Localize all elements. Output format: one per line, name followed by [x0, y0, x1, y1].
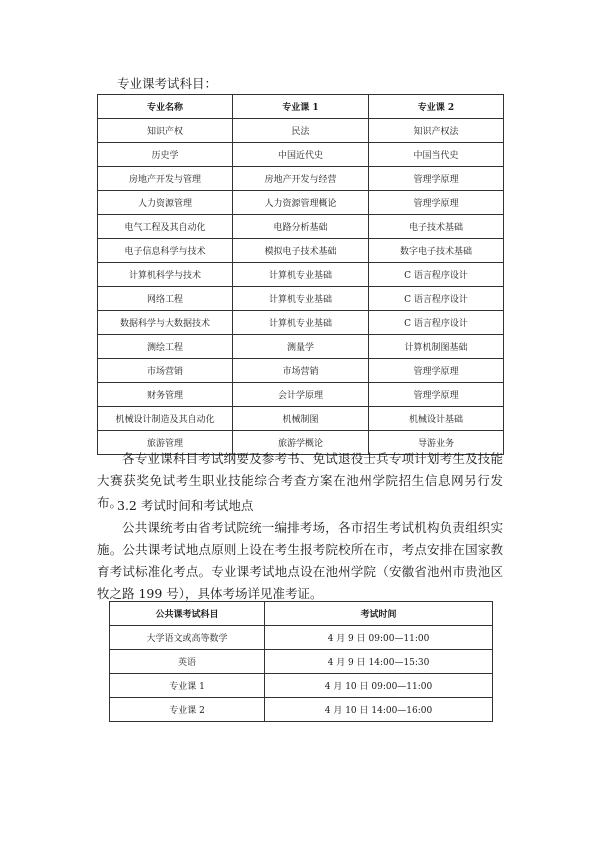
table-row	[98, 335, 504, 359]
section-heading: 3.2 考试时间和考试地点	[117, 498, 254, 513]
table-row	[98, 383, 504, 407]
table-cell: 计算机制图基础	[369, 335, 504, 359]
table-cell: C 语言程序设计	[369, 311, 504, 335]
table-cell: 财务管理	[98, 383, 233, 407]
table-cell: 计算机专业基础	[233, 263, 369, 287]
table-cell: 4 月 10 日 09:00—11:00	[265, 674, 493, 698]
table-cell: 测绘工程	[98, 335, 233, 359]
table-cell: 市场营销	[233, 359, 369, 383]
table-cell: 房地产开发与管理	[98, 167, 233, 191]
table-cell: 电子信息科学与技术	[98, 239, 233, 263]
table-cell: 4 月 10 日 14:00—16:00	[265, 698, 493, 722]
table-cell: 历史学	[98, 143, 233, 167]
table-cell: 英语	[110, 650, 265, 674]
table-cell: 旅游学概论	[233, 431, 369, 455]
table-row	[98, 119, 504, 143]
table-row	[98, 143, 504, 167]
table1-caption: 专业课考试科目：	[117, 76, 218, 91]
table-cell: 计算机专业基础	[233, 287, 369, 311]
table-cell: 电子技术基础	[369, 215, 504, 239]
table-cell: 人力资源管理概论	[233, 191, 369, 215]
table-row	[98, 407, 504, 431]
table-cell: 知识产权法	[369, 119, 504, 143]
table-cell: 大学语文或高等数学	[110, 626, 265, 650]
table-row	[98, 239, 504, 263]
table-row	[98, 167, 504, 191]
table-cell: 测量学	[233, 335, 369, 359]
table-row	[98, 287, 504, 311]
table-header-row	[98, 95, 504, 119]
table-row	[110, 674, 493, 698]
header-major-name: 专业名称	[98, 95, 233, 119]
table-cell: 4 月 9 日 14:00—15:30	[265, 650, 493, 674]
table-cell: 数字电子技术基础	[369, 239, 504, 263]
header-public-subject: 公共课考试科目	[110, 602, 265, 626]
table-cell: 电路分析基础	[233, 215, 369, 239]
table-cell: 计算机专业基础	[233, 311, 369, 335]
table-cell: 网络工程	[98, 287, 233, 311]
table-cell: 计算机科学与技术	[98, 263, 233, 287]
table-row	[98, 263, 504, 287]
table-row	[110, 650, 493, 674]
table-cell: 专业课 1	[110, 674, 265, 698]
table-cell: 会计学原理	[233, 383, 369, 407]
header-course-1: 专业课 1	[233, 95, 369, 119]
table-cell: 管理学原理	[369, 359, 504, 383]
exam-subjects-table	[97, 94, 504, 455]
table-cell: 管理学原理	[369, 191, 504, 215]
table-row	[98, 359, 504, 383]
table-cell: C 语言程序设计	[369, 287, 504, 311]
table-row	[110, 698, 493, 722]
table-cell: 市场营销	[98, 359, 233, 383]
table-row	[98, 311, 504, 335]
table-cell: 中国当代史	[369, 143, 504, 167]
table-cell: 知识产权	[98, 119, 233, 143]
table-cell: C 语言程序设计	[369, 263, 504, 287]
table-cell: 机械设计制造及其自动化	[98, 407, 233, 431]
table-cell: 机械设计基础	[369, 407, 504, 431]
table-cell: 机械制图	[233, 407, 369, 431]
table-cell: 数据科学与大数据技术	[98, 311, 233, 335]
table-cell: 导游业务	[369, 431, 504, 455]
table-cell: 民法	[233, 119, 369, 143]
table-cell: 电气工程及其自动化	[98, 215, 233, 239]
table-row	[98, 191, 504, 215]
paragraph-exam-outline: 各专业课科目考试纲要及参考书、免试退役士兵专项计划考生及技能大赛获奖免试考生职业技能综合考查方案在池州学院招生信息网另行发布。	[97, 451, 503, 510]
table-row	[110, 626, 493, 650]
table-cell: 管理学原理	[369, 167, 504, 191]
table-cell: 人力资源管理	[98, 191, 233, 215]
table-row	[98, 215, 504, 239]
table-cell: 旅游管理	[98, 431, 233, 455]
table-cell: 房地产开发与经营	[233, 167, 369, 191]
header-course-2: 专业课 2	[369, 95, 504, 119]
exam-schedule-table	[109, 601, 493, 722]
table-header-row	[110, 602, 493, 626]
table-cell: 管理学原理	[369, 383, 504, 407]
table-cell: 中国近代史	[233, 143, 369, 167]
table-cell: 4 月 9 日 09:00—11:00	[265, 626, 493, 650]
paragraph-exam-location: 公共课统考由省考试院统一编排考场，各市招生考试机构负责组织实施。公共课考试地点原则上设在考生报考院校所在市，考点安排在国家教育考试标准化考点。专业课考试地点设在池州学院（安徽省池州市贵池区牧之路 199 号），具体考场详见准考证。	[97, 520, 503, 601]
table-cell: 模拟电子技术基础	[233, 239, 369, 263]
header-exam-time: 考试时间	[265, 602, 493, 626]
table-cell: 专业课 2	[110, 698, 265, 722]
